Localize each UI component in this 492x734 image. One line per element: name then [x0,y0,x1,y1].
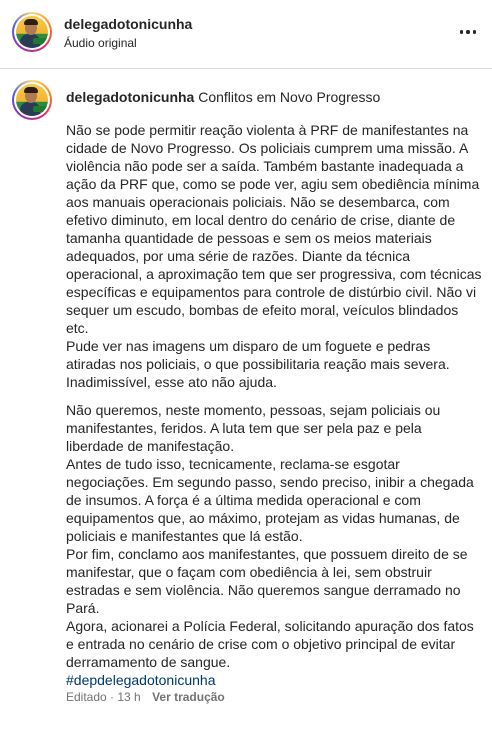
profile-photo [16,84,48,116]
hashtag-link[interactable]: #depdelegadotonicunha [66,672,216,688]
caption-paragraph: Por fim, conclamo aos manifestantes, que possuem direito de se manifestar, que o façam com obediência à lei, sem obstruir estradas e sem violência. Não queremos sangue derramado no Pará. [66,546,472,616]
translate-link[interactable]: Ver tradução [152,690,225,704]
caption-header [66,88,476,106]
caption-paragraph: Antes de tudo isso, tecnicamente, reclama-se esgotar negociações. Em segundo passo, sendo preciso, inibir a chegada de insumos. A força é a última medida operacional e com equipamentos que, ao máximo, protejam as vidas humanas, de policiais e manifestantes que lá estão. [66,456,478,544]
caption-paragraph: Agora, acionarei a Polícia Federal, solicitando apuração dos fatos e entrada no cenário de crise com o objetivo principal de evitar derramamento de sangue. [66,618,478,670]
header-username[interactable]: delegadotonicunha [64,16,193,32]
caption-paragraph: Não se pode permitir reação violenta à PRF de manifestantes na cidade de Novo Progresso. Os policiais cumprem uma missão. A violência não pode ser a saída. Também bastante inadequada a ação da PRF que, como se pode ver, agiu sem obediência mínima aos manuais operacionais policiais. Não se desembarca, com efetivo diminuto, em local dentro do cenário de crise, diante de tamanha quantidade de pessoas e sem os meios materiais adequados, por uma série de razões. Diante da técnica operacional, a aproximação tem que ser progressiva, com técnicas específicas e equipamentos para controle de distúrbio civil. Não vi sequer um escudo, bombas de efeito moral, veículos blindados etc. [66,122,486,336]
caption-paragraph: Não queremos, neste momento, pessoas, sejam policiais ou manifestantes, feridos. A luta tem que ser pela paz e pela liberdade de manifestação. [66,402,445,454]
caption-text [66,121,486,689]
caption-title: Conflitos em Novo Progresso [198,89,381,105]
header-avatar[interactable] [12,12,52,52]
post-meta [66,690,225,704]
caption-username[interactable]: delegadotonicunha [66,89,195,105]
caption-paragraph: Pude ver nas imagens um disparo de um foguete e pedras atiradas nos policiais, o que possibilitaria reação mais severa. Inadimissível, esse ato não ajuda. [66,338,454,390]
edited-timestamp: Editado · 13 h [66,690,141,704]
more-horizontal-icon[interactable] [456,22,480,42]
post-header [0,0,492,69]
audio-label[interactable]: Áudio original [64,36,137,50]
profile-photo [16,16,48,48]
caption-avatar[interactable] [12,80,52,120]
